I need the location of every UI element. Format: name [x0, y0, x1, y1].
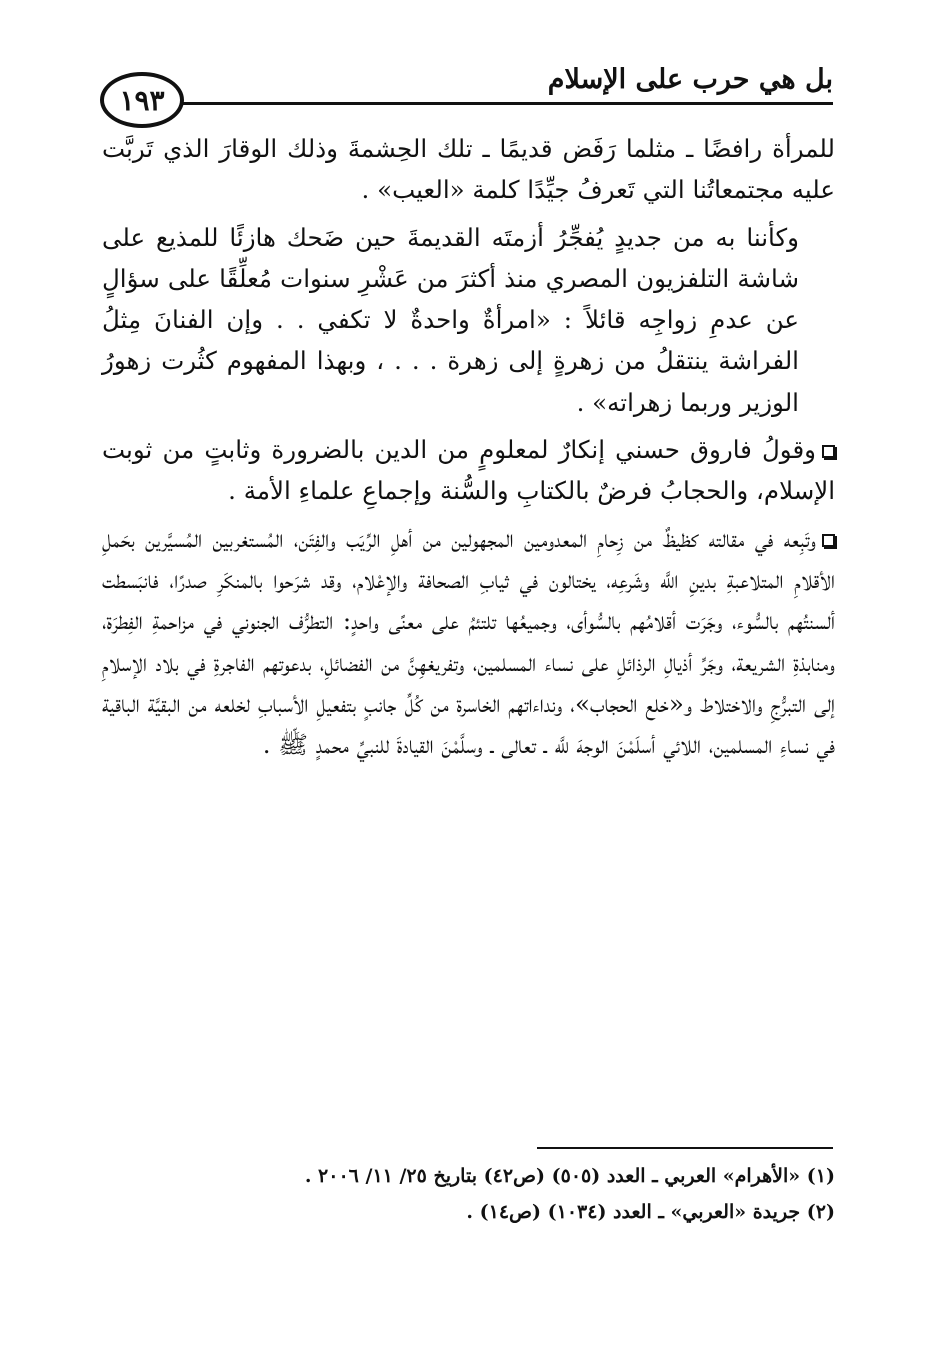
paragraph-marker-icon — [822, 534, 835, 547]
footnote-2: (٢) جريدة «العربي» ـ العدد (١٠٣٤) (ص١٤) . — [466, 1201, 835, 1223]
body-text — [102, 128, 835, 771]
paragraph-marker-icon — [822, 445, 835, 458]
page-number: ١٩٣ — [100, 72, 184, 128]
page-header — [100, 52, 833, 124]
paragraph-continuation: للمرأة رافضًا ـ مثلما رَفَض قديمًا ـ تلك الحِشمةَ وذلك الوقارَ الذي تَربَّت عليه مجتمعاتُنا التي تَعرفُ جيِّدًا كلمة «العيب» . — [102, 134, 835, 205]
paragraph-text: وتَبِعه في مقالته كظيظٌ من زِحامِ المعدومين المجهولين من أهلِ الرِّيَب والفِتَن، المُستغربين المُسيَّرين بحَملِ الأقلامِ المتلاعبةِ بدينِ اللَّه وشَرعِه، يختالون في ثيابِ الصحافة والإعْلام، وقد شرَحوا بالمنكَرِ صدرًا، فانبَسطت ألسنتُهم بالسُّوء، وجَرَت أقلامُهم بالسُّوأى، وجميعُها تلتئمُ على معنًى واحدٍ: التطرُّف الجنوني في مزاحمةِ الفِطرَة، ومنابذةِ الشريعة، وجَرِّ أذيالِ الرذائلِ على نساء المسلمين، وتفريغهِنَّ من الفضائلِ، بدعوتهم الفاجرةِ في بلاد الإسلامِ إلى التبرُّجِ والاختلاط و«خلع الحجاب»، ونداءاتهم الخاسرة من كُلِّ جانبٍ بتفعيلِ الأسبابِ لخلعه من البقيَّة الباقية في نساءِ المسلمين، اللائي أسلَمْنَ الوجهَ للَّه ـ تعالى ـ وسلَّمْنَ القيادةَ للنبيِّ محمدٍ ﷺ . — [102, 523, 835, 760]
footnote-1: (١) «الأهرام» العربي ـ العدد (٥٠٥) (ص٤٢) بتاريخ ٢٥/ ١١/ ٢٠٠٦ . — [304, 1165, 835, 1187]
paragraph: وكأننا به من جديدٍ يُفجِّرُ أزمتَه القديمةَ حين ضَحك هازئًا للمذيع على شاشة التلفزيون المصري منذ أكثرَ من عَشْرِ سنوات مُعلِّقًا على سؤالٍ عن عدمِ زواجِه قائلاً : «امرأةٌ واحدةٌ لا تكفي . . وإن الفنانَ مِثلُ الفراشة ينتقلُ من زهرةٍ إلى زهرة . . . ، وبهذا المفهوم كثُرت زهورُ الوزير وربما زهراته» . — [102, 222, 799, 417]
paragraph-marked — [102, 518, 835, 766]
footnotes — [102, 1158, 835, 1230]
header-rule — [175, 102, 833, 105]
running-title: بل هي حرب على الإسلام — [547, 64, 833, 95]
paragraph-marked — [102, 429, 835, 512]
footnote-separator — [537, 1147, 833, 1149]
paragraph-text: وقولُ فاروق حسني إنكارٌ لمعلومٍ من الدين بالضرورة وثابتٍ من ثوبت الإسلام، والحجابُ فرضٌ بالكتابِ والسُّنة وإجماعِ علماءِ الأمة . — [102, 435, 835, 506]
